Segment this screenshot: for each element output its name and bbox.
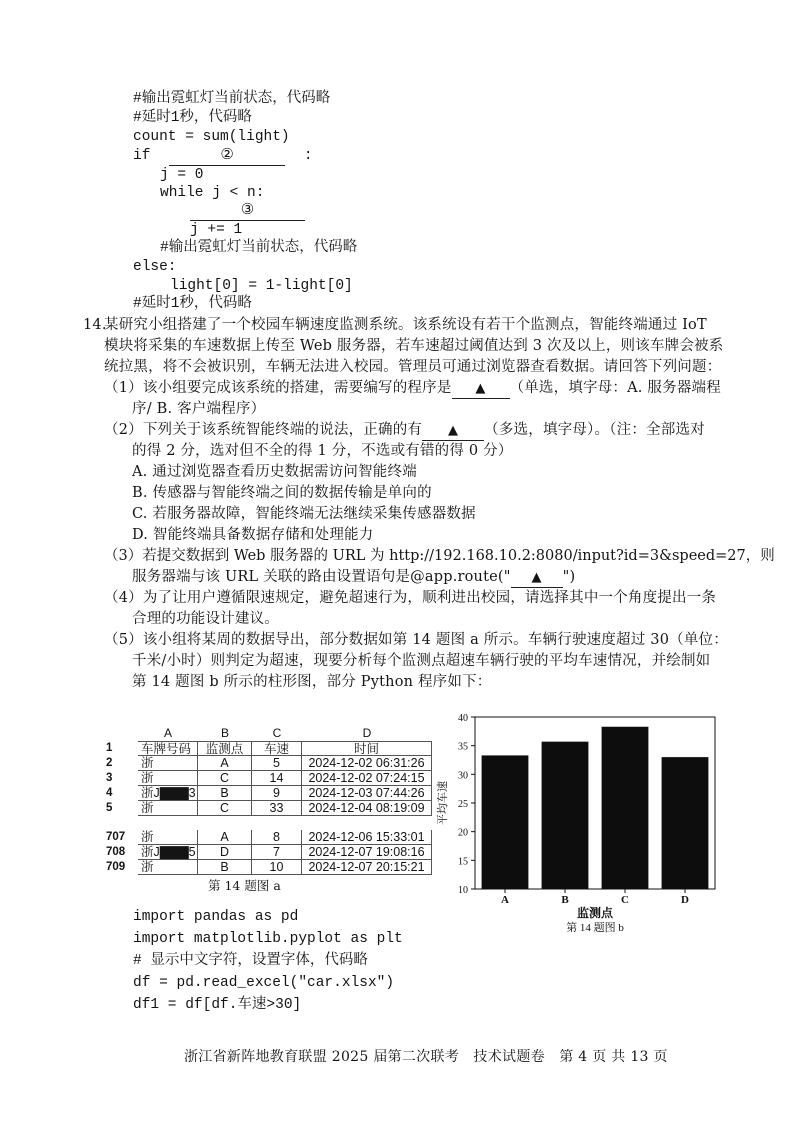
subquestion-text: （单选，填字母：A. 服务器端程 [509, 380, 721, 396]
table-cell: D [198, 845, 252, 860]
code-line: light[0] = 1-light[0] [170, 278, 353, 294]
table-cell: A [198, 756, 252, 771]
x-tick-label: D [681, 894, 689, 906]
table-cell: 2024-12-04 08:19:09 [302, 801, 432, 816]
option-b: B. 传感器与智能终端之间的数据传输是单向的 [132, 485, 432, 501]
subquestion-4 [104, 589, 716, 608]
question-intro-line: 某研究小组搭建了一个校园车辆速度监测系统。该系统设有若干个监测点，智能终端通过 IoT [104, 317, 707, 333]
route-text: 服务器端与该 URL 关联的路由设置语句是@app.route(" [132, 569, 511, 585]
subquestion-label: （1） [104, 380, 143, 396]
row-number: 1 [106, 742, 113, 754]
row-number: 4 [106, 787, 113, 799]
row-number: 3 [106, 772, 113, 784]
table-cell: 浙 [138, 830, 198, 845]
subquestion-text: 为了让用户遵循限速规定，避免超速行为，顺利进出校园，请选择其中一个角度提出一条 [142, 590, 717, 606]
table-cell: 14 [252, 771, 302, 786]
option-a: A. 通过浏览器查看历史数据需访问智能终端 [132, 464, 417, 480]
answer-blank [511, 568, 563, 588]
option-c: C. 若服务器故障，智能终端无法继续采集传感器数据 [132, 506, 476, 522]
table-cell: 浙 [138, 860, 198, 875]
option-d: D. 智能终端具备数据存储和处理能力 [132, 527, 374, 543]
code-comment: #输出霓虹灯当前状态，代码略 [160, 240, 358, 256]
code-line [133, 147, 313, 166]
column-header: 时间 [302, 741, 432, 756]
subquestion-text: 千米/小时）则判定为超速，现要分析每个监测点超速车辆行驶的平均车速情况，并绘制如 [132, 653, 711, 669]
subquestion-text: 合理的功能设计建议。 [132, 611, 279, 627]
page-footer: 浙江省新阵地教育联盟 2025 届第二次联考 技术试题卷 第 4 页 共 13 页 [184, 1049, 668, 1065]
subquestion-2 [104, 421, 705, 441]
column-letter: D [362, 726, 372, 740]
row-number: 709 [106, 861, 126, 873]
bar-chart-figure-b [430, 712, 730, 944]
table-cell: 10 [252, 860, 302, 875]
y-tick-label: 20 [458, 827, 468, 839]
subquestion-text: 该小组将某周的数据导出，部分数据如第 14 题图 a 所示。车辆行驶速度超过 30（单位： [142, 632, 728, 648]
subquestion-label: （4） [104, 590, 143, 606]
row-number: 708 [106, 846, 126, 858]
blank-marker: ▲ [448, 423, 459, 438]
code-keyword: if [133, 148, 151, 164]
table-cell: 浙 [138, 756, 198, 771]
sheet-row [106, 860, 432, 875]
question-intro-line: 统拉黑，将不会被识别，车辆无法进入校园。管理员可通过浏览器查看数据。请回答下列问题： [104, 359, 722, 375]
code-line: j += 1 [190, 222, 243, 238]
table-cell: 2024-12-02 07:24:15 [302, 771, 432, 786]
x-tick-label: C [621, 894, 629, 906]
sheet-row [106, 771, 432, 786]
bar-c [602, 727, 649, 889]
subquestion-text: 下列关于该系统智能终端的说法，正确的有 [142, 422, 423, 438]
answer-blank [422, 421, 484, 441]
route-text-end: ") [562, 569, 576, 585]
table-cell: 浙 [138, 801, 198, 816]
subquestion-label: （2） [104, 422, 143, 438]
code-line: import matplotlib.pyplot as plt [133, 931, 403, 947]
y-tick-label: 25 [458, 799, 468, 810]
question-number: 14. [83, 317, 107, 333]
y-tick-label: 35 [458, 741, 468, 753]
y-axis-label: 平均车速 [437, 781, 449, 825]
code-line: df1 = df[df.车速>30] [133, 997, 302, 1013]
code-line: j = 0 [160, 167, 204, 183]
table-cell: 浙 [138, 771, 198, 786]
answer-blank [452, 379, 510, 399]
table-cell: C [198, 771, 252, 786]
y-tick-label: 30 [458, 770, 468, 782]
table-cell: 浙J▇▇▇3 [138, 786, 198, 801]
column-letter: B [220, 726, 229, 740]
column-header: 监测点 [198, 741, 252, 756]
subquestion-3 [104, 547, 775, 566]
subquestion-text [132, 568, 575, 588]
sheet-row [106, 830, 432, 845]
y-tick-label: 10 [458, 885, 468, 896]
bar-a [482, 755, 529, 889]
code-line [190, 202, 305, 221]
sheet-row [106, 786, 432, 801]
column-letter: A [163, 726, 172, 740]
blank-marker: ▲ [475, 381, 486, 396]
sheet-row [106, 845, 432, 860]
code-comment: #延时1秒，代码略 [133, 296, 252, 312]
table-cell: 9 [252, 786, 302, 801]
sheet-column-letters [112, 726, 432, 741]
subquestion-1 [104, 379, 721, 399]
table-cell: 5 [252, 756, 302, 771]
subquestion-text: 若提交数据到 Web 服务器的 URL 为 http://192.168.10.2:8080/input?id=3&speed=27，则 [142, 548, 775, 564]
row-number: 2 [106, 757, 113, 769]
subquestion-text: 序/ B. 客户端程序） [132, 401, 266, 417]
figure-a-caption: 第 14 题图 a [208, 878, 281, 893]
code-colon: : [303, 148, 313, 164]
code-line: while j < n: [160, 185, 265, 201]
table-cell: C [198, 801, 252, 816]
x-tick-label: A [501, 894, 509, 906]
table-cell: 8 [252, 830, 302, 845]
code-line: import pandas as pd [133, 909, 299, 925]
blank-marker: ▲ [531, 570, 542, 585]
sheet-row [106, 756, 432, 771]
table-cell: 7 [252, 845, 302, 860]
code-line: df = pd.read_excel("car.xlsx") [133, 975, 395, 991]
table-cell: B [198, 786, 252, 801]
bar-d [662, 757, 709, 889]
row-number: 5 [106, 802, 113, 814]
blank-number-2: ② [220, 147, 234, 164]
table-cell: 浙J▇▇▇5 [138, 845, 198, 860]
table-cell: 2024-12-07 20:15:21 [302, 860, 432, 875]
subquestion-text: （多选，填字母）。（注：全部选对 [484, 422, 705, 438]
subquestion-5 [104, 631, 728, 650]
table-cell: 2024-12-03 07:44:26 [302, 786, 432, 801]
y-tick-label: 40 [458, 713, 468, 724]
table-cell: 2024-12-07 19:08:16 [302, 845, 432, 860]
column-header: 车速 [252, 741, 302, 756]
y-tick-label: 15 [458, 856, 468, 868]
subquestion-text: 第 14 题图 b 所示的柱形图，部分 Python 程序如下： [132, 674, 492, 690]
blank-number-3: ③ [240, 202, 255, 219]
code-comment: # 显示中文字符，设置字体，代码略 [133, 953, 368, 969]
subquestion-label: （3） [104, 548, 143, 564]
x-axis-label: 监测点 [576, 906, 614, 920]
figure-b-caption: 第 14 题图 b [566, 922, 624, 934]
question-intro-line: 模块将采集的车速数据上传至 Web 服务器，若车速超过阈值达到 3 次及以上，则该车牌会被系 [104, 338, 724, 354]
code-line: count = sum(light) [133, 129, 290, 145]
table-cell: 2024-12-02 06:31:26 [302, 756, 432, 771]
code-comment: #延时1秒，代码略 [133, 110, 252, 126]
table-cell: 2024-12-06 15:33:01 [302, 830, 432, 845]
fill-blank-3 [190, 202, 305, 221]
code-line: else: [133, 259, 177, 275]
subquestion-text: 该小组要完成该系统的搭建，需要编写的程序是 [142, 380, 452, 396]
row-number: 707 [106, 831, 126, 843]
column-header: 车牌号码 [138, 741, 198, 756]
sheet-row [106, 801, 432, 816]
code-comment: #输出霓虹灯当前状态，代码略 [133, 91, 331, 107]
bar-b [542, 742, 589, 889]
x-tick-label: B [561, 894, 569, 906]
table-cell: 33 [252, 801, 302, 816]
column-letter: C [272, 726, 282, 740]
subquestion-text: 的得 2 分，选对但不全的得 1 分，不选或有错的得 0 分） [132, 443, 513, 459]
table-cell: B [198, 860, 252, 875]
sheet-header-row [106, 741, 432, 756]
fill-blank-2 [169, 147, 285, 166]
table-cell: A [198, 830, 252, 845]
subquestion-label: （5） [104, 632, 143, 648]
